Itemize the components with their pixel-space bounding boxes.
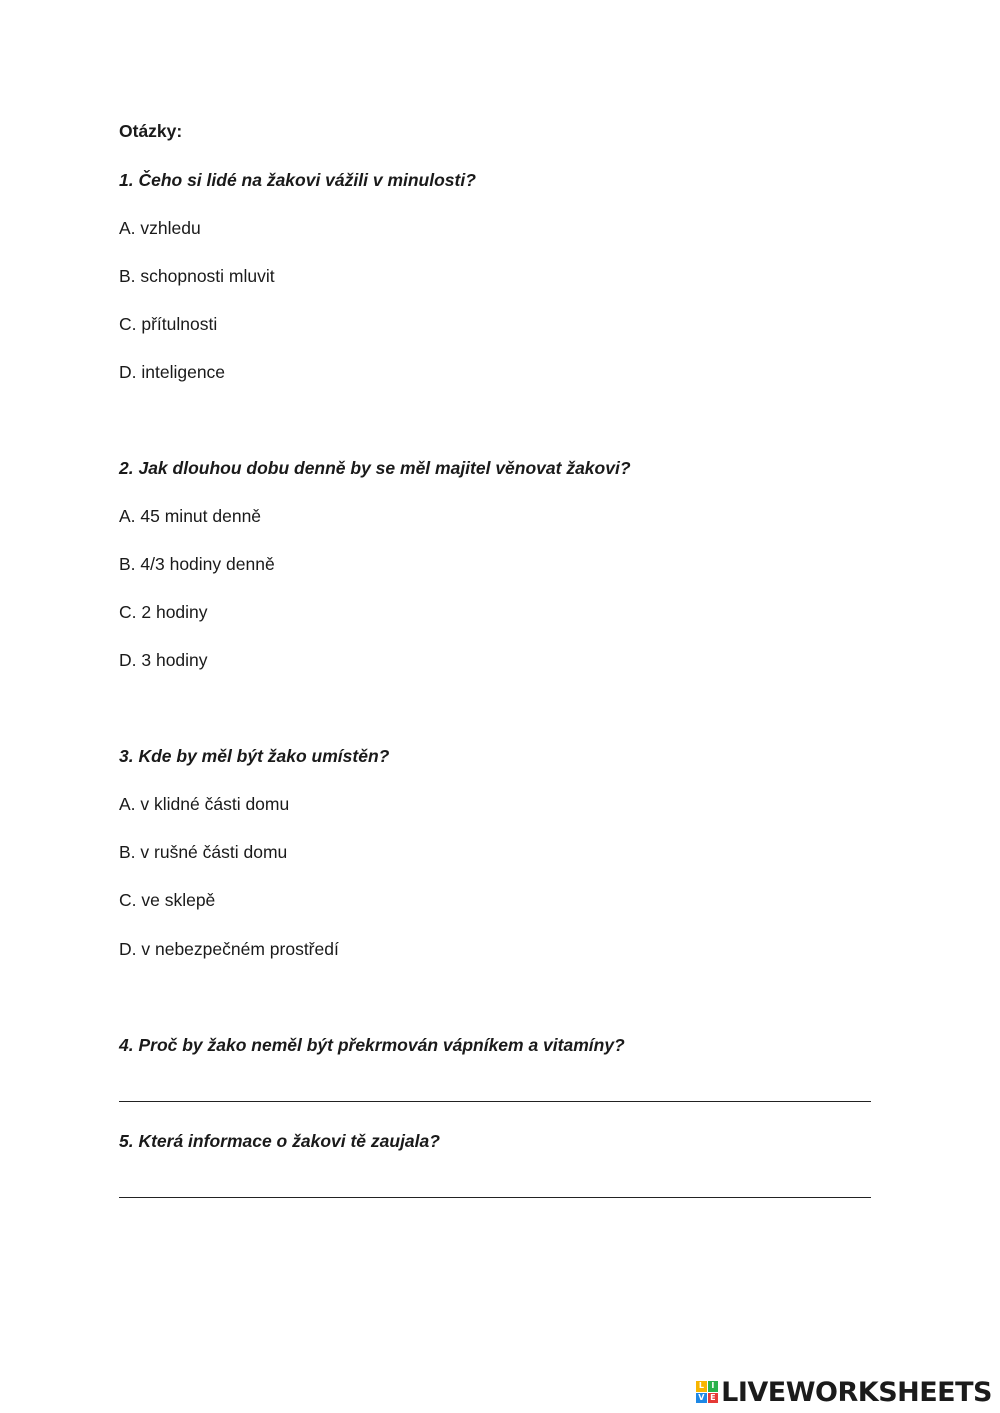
q3-option-b[interactable]: B. v rušné části domu — [119, 842, 288, 862]
q3-option-c[interactable]: C. ve sklepě — [119, 890, 216, 910]
q2-option-a[interactable]: A. 45 minut denně — [119, 506, 262, 526]
questions-heading: Otázky: — [119, 121, 183, 141]
liveworksheets-wordmark: LIVEWORKSHEETS — [721, 1376, 992, 1408]
question-4: 4. Proč by žako neměl být překrmován vápníkem a vitamíny? — [119, 1035, 625, 1055]
question-5: 5. Která informace o žakovi tě zaujala? — [119, 1131, 440, 1151]
liveworksheets-logo — [696, 1377, 992, 1407]
liveworksheets-icon — [696, 1381, 718, 1403]
q3-option-d[interactable]: D. v nebezpečném prostředí — [119, 939, 339, 959]
logo-letter-v: V — [696, 1393, 707, 1404]
q2-option-b[interactable]: B. 4/3 hodiny denně — [119, 554, 275, 574]
q2-option-c[interactable]: C. 2 hodiny — [119, 602, 208, 622]
answer-line-5[interactable] — [119, 1197, 871, 1198]
answer-line-4[interactable] — [119, 1101, 871, 1102]
q3-option-a[interactable]: A. v klidné části domu — [119, 794, 290, 814]
q1-option-a[interactable]: A. vzhledu — [119, 218, 201, 238]
logo-letter-e: E — [708, 1393, 719, 1404]
question-3: 3. Kde by měl být žako umístěn? — [119, 746, 390, 766]
q1-option-b[interactable]: B. schopnosti mluvit — [119, 266, 275, 286]
question-1: 1. Čeho si lidé na žakovi vážili v minulosti? — [119, 170, 476, 190]
logo-letter-i: I — [708, 1381, 719, 1392]
question-2: 2. Jak dlouhou dobu denně by se měl majitel věnovat žakovi? — [119, 458, 631, 478]
q1-option-c[interactable]: C. přítulnosti — [119, 314, 218, 334]
q2-option-d[interactable]: D. 3 hodiny — [119, 650, 208, 670]
q1-option-d[interactable]: D. inteligence — [119, 362, 226, 382]
logo-letter-l: L — [696, 1381, 707, 1392]
